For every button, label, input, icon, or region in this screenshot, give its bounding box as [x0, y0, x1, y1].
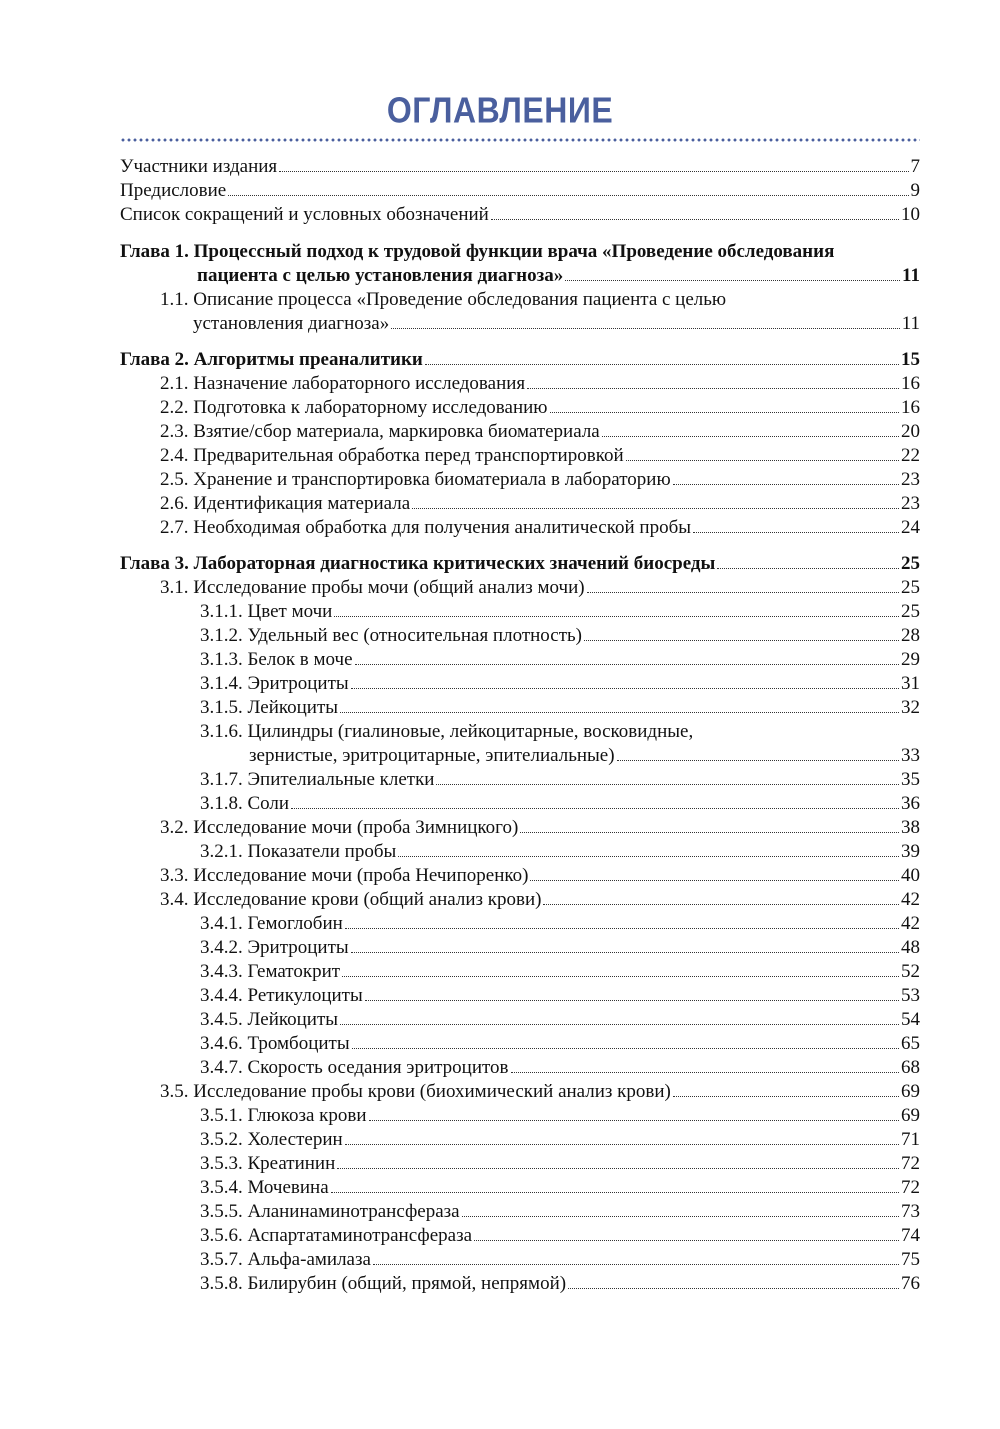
section-1-1-entry[interactable]: установления диагноза» 11: [193, 313, 920, 334]
toc-entry[interactable]: 3.4.7. Скорость оседания эритроцитов 68: [200, 1057, 920, 1078]
toc-entry[interactable]: 3.1.4. Эритроциты 31: [200, 673, 920, 694]
toc-entry[interactable]: 3.4.6. Тромбоциты 65: [200, 1033, 920, 1054]
toc-entry[interactable]: 3.1.5. Лейкоциты 32: [200, 697, 920, 718]
toc-entry[interactable]: 2.7. Необходимая обработка для получения аналитической пробы 24: [160, 517, 920, 538]
toc-entry[interactable]: 2.5. Хранение и транспортировка биоматериала в лабораторию 23: [160, 469, 920, 490]
toc-entry[interactable]: 2.2. Подготовка к лабораторному исследованию 16: [160, 397, 920, 418]
toc-entry[interactable]: 3.2.1. Показатели пробы 39: [200, 841, 920, 862]
chapter-2-entry[interactable]: Глава 2. Алгоритмы преаналитики 15: [120, 349, 920, 370]
chapter-1-heading[interactable]: Глава 1. Процессный подход к трудовой функции врача «Проведение обследования: [120, 241, 835, 262]
toc-entry[interactable]: 3.5.5. Аланинаминотрансфераза 73: [200, 1201, 920, 1222]
toc-entry[interactable]: 3.4.2. Эритроциты 48: [200, 937, 920, 958]
toc-entry[interactable]: 3.3. Исследование мочи (проба Нечипоренко) 40: [160, 865, 920, 886]
toc-entry[interactable]: 3.2. Исследование мочи (проба Зимницкого) 38: [160, 817, 920, 838]
toc-entry[interactable]: 2.1. Назначение лабораторного исследования 16: [160, 373, 920, 394]
toc-entry[interactable]: 3.4.4. Ретикулоциты 53: [200, 985, 920, 1006]
chapter-3-entry[interactable]: Глава 3. Лабораторная диагностика критических значений биосреды 25: [120, 553, 920, 574]
toc-entry[interactable]: 2.3. Взятие/сбор материала, маркировка биоматериала 20: [160, 421, 920, 442]
toc-entry[interactable]: 3.5.8. Билирубин (общий, прямой, непрямой) 76: [200, 1273, 920, 1294]
section-3-1-6-heading[interactable]: 3.1.6. Цилиндры (гиалиновые, лейкоцитарные, восковидные,: [200, 721, 694, 742]
toc-entry[interactable]: 3.4.3. Гематокрит 52: [200, 961, 920, 982]
toc-entry[interactable]: 3.5. Исследование пробы крови (биохимический анализ крови) 69: [160, 1081, 920, 1102]
toc-entry[interactable]: 3.4. Исследование крови (общий анализ крови) 42: [160, 889, 920, 910]
toc-entry[interactable]: 3.1.8. Соли 36: [200, 793, 920, 814]
toc-entry[interactable]: 3.1.3. Белок в моче 29: [200, 649, 920, 670]
toc-entry[interactable]: 3.5.3. Креатинин 72: [200, 1153, 920, 1174]
toc-entry[interactable]: 3.1. Исследование пробы мочи (общий анализ мочи) 25: [160, 577, 920, 598]
toc-entry[interactable]: 3.5.2. Холестерин 71: [200, 1129, 920, 1150]
toc-entry[interactable]: 3.5.1. Глюкоза крови 69: [200, 1105, 920, 1126]
toc-entry[interactable]: 3.1.2. Удельный вес (относительная плотность) 28: [200, 625, 920, 646]
toc-entry[interactable]: 3.4.5. Лейкоциты 54: [200, 1009, 920, 1030]
section-1-1-heading[interactable]: 1.1. Описание процесса «Проведение обследования пациента с целью: [160, 289, 727, 310]
toc-entry[interactable]: 3.1.1. Цвет мочи 25: [200, 601, 920, 622]
toc-entry[interactable]: 2.4. Предварительная обработка перед транспортировкой 22: [160, 445, 920, 466]
toc-entry[interactable]: Список сокращений и условных обозначений 10: [120, 204, 920, 225]
toc-entry[interactable]: 2.6. Идентификация материала 23: [160, 493, 920, 514]
toc-entry[interactable]: Участники издания 7: [120, 156, 920, 177]
toc-entry[interactable]: 3.1.7. Эпителиальные клетки 35: [200, 769, 920, 790]
chapter-1-entry[interactable]: пациента с целью установления диагноза» 11: [197, 265, 920, 286]
section-3-1-6-entry[interactable]: зернистые, эритроцитарные, эпителиальные) 33: [249, 745, 920, 766]
toc-entry[interactable]: 3.5.4. Мочевина 72: [200, 1177, 920, 1198]
toc-entry[interactable]: 3.4.1. Гемоглобин 42: [200, 913, 920, 934]
toc-entry[interactable]: 3.5.6. Аспартатаминотрансфераза 74: [200, 1225, 920, 1246]
toc-entry[interactable]: Предисловие 9: [120, 180, 920, 201]
toc-entry[interactable]: 3.5.7. Альфа-амилаза 75: [200, 1249, 920, 1270]
title-dotted-rule: [120, 138, 920, 142]
page-title: ОГЛАВЛЕНИЕ: [386, 90, 614, 131]
